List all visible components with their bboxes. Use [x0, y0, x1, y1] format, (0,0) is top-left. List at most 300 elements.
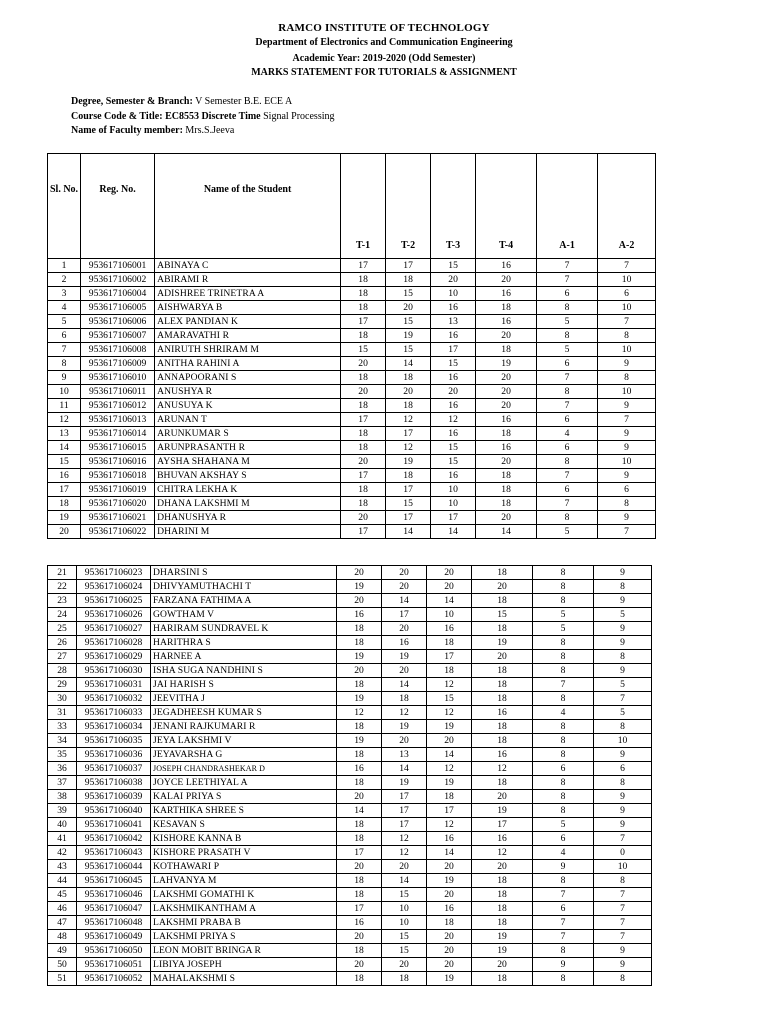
cell-a1: 7: [537, 497, 598, 511]
cell-a1: 8: [537, 301, 598, 315]
cell-sl-no: 48: [48, 930, 77, 944]
cell-student-name: JEYAVARSHA G: [151, 748, 337, 762]
cell-t1: 18: [341, 273, 386, 287]
cell-student-name: KOTHAWARI P: [151, 860, 337, 874]
cell-sl-no: 30: [48, 692, 77, 706]
cell-reg-no: 953617106029: [77, 650, 151, 664]
table-row: [48, 734, 652, 748]
cell-t4: 18: [472, 874, 533, 888]
cell-sl-no: 20: [48, 525, 81, 539]
cell-student-name: GOWTHAM V: [151, 608, 337, 622]
table-row: [48, 385, 656, 399]
table-row: [48, 580, 652, 594]
cell-a2: 8: [598, 371, 656, 385]
cell-t2: 15: [382, 930, 427, 944]
cell-t1: 20: [341, 455, 386, 469]
cell-student-name: AMARAVATHI R: [155, 329, 341, 343]
cell-student-name: AYSHA SHAHANA M: [155, 455, 341, 469]
cell-t4: 20: [472, 790, 533, 804]
cell-student-name: JEEVITHA J: [151, 692, 337, 706]
cell-student-name: KALAI PRIYA S: [151, 790, 337, 804]
cell-t3: 19: [427, 776, 472, 790]
cell-sl-no: 29: [48, 678, 77, 692]
cell-a2: 7: [598, 315, 656, 329]
cell-student-name: LAKSHMI PRIYA S: [151, 930, 337, 944]
cell-t3: 16: [427, 902, 472, 916]
cell-a1: 8: [537, 329, 598, 343]
cell-t2: 18: [386, 371, 431, 385]
cell-t1: 14: [337, 804, 382, 818]
cell-t2: 19: [382, 650, 427, 664]
cell-a2: 0: [594, 846, 652, 860]
cell-reg-no: 953617106001: [81, 259, 155, 273]
cell-t2: 14: [386, 525, 431, 539]
cell-t4: 20: [476, 511, 537, 525]
cell-t4: 20: [472, 650, 533, 664]
table-row: [48, 483, 656, 497]
cell-reg-no: 953617106014: [81, 427, 155, 441]
cell-reg-no: 953617106044: [77, 860, 151, 874]
cell-student-name: LEON MOBIT BRINGA R: [151, 944, 337, 958]
cell-student-name: DHARSINI S: [151, 566, 337, 580]
cell-t4: 19: [476, 357, 537, 371]
cell-t2: 18: [386, 469, 431, 483]
cell-t1: 17: [341, 413, 386, 427]
cell-sl-no: 42: [48, 846, 77, 860]
cell-t4: 18: [472, 776, 533, 790]
cell-t3: 16: [431, 371, 476, 385]
cell-t3: 20: [427, 958, 472, 972]
cell-t1: 20: [337, 790, 382, 804]
cell-t1: 18: [341, 301, 386, 315]
cell-t3: 14: [427, 594, 472, 608]
cell-t3: 20: [427, 860, 472, 874]
cell-reg-no: 953617106035: [77, 734, 151, 748]
cell-sl-no: 21: [48, 566, 77, 580]
cell-t2: 14: [382, 762, 427, 776]
cell-t3: 20: [427, 734, 472, 748]
cell-student-name: ANNAPOORANI S: [155, 371, 341, 385]
cell-reg-no: 953617106027: [77, 622, 151, 636]
cell-a1: 8: [533, 734, 594, 748]
cell-a2: 7: [598, 259, 656, 273]
cell-sl-no: 33: [48, 720, 77, 734]
cell-student-name: LAKSHMI GOMATHI K: [151, 888, 337, 902]
cell-t4: 18: [476, 427, 537, 441]
marks-table-1: [47, 153, 656, 539]
cell-t4: 16: [476, 441, 537, 455]
cell-a2: 7: [594, 930, 652, 944]
cell-reg-no: 953617106048: [77, 916, 151, 930]
table-row: [48, 315, 656, 329]
cell-reg-no: 953617106010: [81, 371, 155, 385]
table-row: [48, 427, 656, 441]
cell-reg-no: 953617106033: [77, 706, 151, 720]
marks-table-2: [47, 565, 652, 986]
cell-t1: 18: [337, 748, 382, 762]
cell-student-name: BHUVAN AKSHAY S: [155, 469, 341, 483]
cell-student-name: HARIRAM SUNDRAVEL K: [151, 622, 337, 636]
cell-t1: 19: [337, 650, 382, 664]
cell-a1: 7: [537, 259, 598, 273]
cell-a2: 6: [594, 762, 652, 776]
cell-sl-no: 12: [48, 413, 81, 427]
cell-reg-no: 953617106031: [77, 678, 151, 692]
cell-a1: 7: [533, 930, 594, 944]
cell-reg-no: 953617106025: [77, 594, 151, 608]
cell-a1: 8: [533, 664, 594, 678]
table-row: [48, 357, 656, 371]
cell-a1: 6: [533, 762, 594, 776]
table-row: [48, 916, 652, 930]
cell-t4: 18: [472, 678, 533, 692]
cell-sl-no: 17: [48, 483, 81, 497]
cell-a1: 7: [537, 371, 598, 385]
cell-t3: 12: [427, 678, 472, 692]
table-row: [48, 273, 656, 287]
cell-sl-no: 36: [48, 762, 77, 776]
cell-a2: 9: [598, 469, 656, 483]
cell-t1: 12: [337, 706, 382, 720]
cell-t4: 18: [476, 497, 537, 511]
cell-sl-no: 22: [48, 580, 77, 594]
cell-t3: 16: [431, 427, 476, 441]
cell-t3: 19: [427, 874, 472, 888]
cell-a2: 7: [594, 692, 652, 706]
cell-a2: 9: [594, 958, 652, 972]
cell-t4: 16: [472, 706, 533, 720]
table-row: [48, 441, 656, 455]
cell-t3: 10: [431, 497, 476, 511]
cell-sl-no: 3: [48, 287, 81, 301]
cell-t3: 12: [427, 706, 472, 720]
cell-a1: 8: [533, 776, 594, 790]
cell-a2: 7: [594, 902, 652, 916]
cell-t1: 18: [337, 818, 382, 832]
cell-t1: 18: [337, 944, 382, 958]
cell-t1: 15: [341, 343, 386, 357]
cell-reg-no: 953617106015: [81, 441, 155, 455]
cell-t1: 18: [341, 483, 386, 497]
cell-reg-no: 953617106051: [77, 958, 151, 972]
cell-student-name: JEGADHEESH KUMAR S: [151, 706, 337, 720]
cell-t1: 20: [337, 594, 382, 608]
cell-t1: 16: [337, 608, 382, 622]
table-row: [48, 944, 652, 958]
table-row: [48, 469, 656, 483]
cell-a2: 9: [598, 399, 656, 413]
cell-a2: 9: [598, 511, 656, 525]
cell-sl-no: 14: [48, 441, 81, 455]
cell-t4: 18: [472, 664, 533, 678]
cell-reg-no: 953617106008: [81, 343, 155, 357]
cell-a1: 8: [533, 566, 594, 580]
cell-student-name: HARITHRA S: [151, 636, 337, 650]
cell-t2: 20: [382, 664, 427, 678]
cell-sl-no: 41: [48, 832, 77, 846]
cell-a2: 8: [594, 776, 652, 790]
cell-t2: 12: [382, 832, 427, 846]
table-row: [48, 958, 652, 972]
cell-a1: 4: [533, 846, 594, 860]
cell-t4: 15: [472, 608, 533, 622]
cell-t3: 16: [431, 399, 476, 413]
cell-t1: 18: [337, 678, 382, 692]
cell-t1: 17: [341, 469, 386, 483]
cell-reg-no: 953617106013: [81, 413, 155, 427]
cell-reg-no: 953617106021: [81, 511, 155, 525]
cell-reg-no: 953617106026: [77, 608, 151, 622]
cell-t3: 18: [427, 790, 472, 804]
cell-t2: 17: [382, 790, 427, 804]
cell-t4: 19: [472, 944, 533, 958]
cell-a2: 8: [594, 972, 652, 986]
cell-sl-no: 23: [48, 594, 77, 608]
cell-student-name: ANITHA RAHINI A: [155, 357, 341, 371]
cell-t1: 18: [337, 622, 382, 636]
cell-reg-no: 953617106038: [77, 776, 151, 790]
cell-a2: 7: [594, 888, 652, 902]
cell-t4: 18: [472, 972, 533, 986]
cell-reg-no: 953617106018: [81, 469, 155, 483]
cell-sl-no: 25: [48, 622, 77, 636]
cell-a1: 7: [533, 916, 594, 930]
cell-t1: 18: [341, 399, 386, 413]
cell-t4: 18: [472, 566, 533, 580]
cell-t4: 20: [476, 455, 537, 469]
degree-value: V Semester B.E. ECE A: [192, 96, 293, 107]
cell-t3: 16: [427, 832, 472, 846]
cell-t2: 17: [386, 427, 431, 441]
cell-reg-no: 953617106019: [81, 483, 155, 497]
cell-t4: 19: [472, 930, 533, 944]
cell-t1: 18: [337, 972, 382, 986]
cell-t4: 20: [476, 329, 537, 343]
table-row: [48, 790, 652, 804]
cell-sl-no: 24: [48, 608, 77, 622]
cell-t4: 20: [476, 385, 537, 399]
cell-student-name: ABIRAMI R: [155, 273, 341, 287]
cell-t4: 16: [476, 315, 537, 329]
cell-reg-no: 953617106002: [81, 273, 155, 287]
col-t1: T-1: [341, 154, 386, 259]
cell-a2: 10: [598, 455, 656, 469]
cell-t1: 20: [337, 664, 382, 678]
cell-a2: 9: [598, 441, 656, 455]
cell-reg-no: 953617106037: [77, 762, 151, 776]
cell-t1: 17: [341, 315, 386, 329]
cell-a2: 9: [594, 804, 652, 818]
cell-a2: 6: [598, 483, 656, 497]
cell-a1: 9: [533, 958, 594, 972]
cell-sl-no: 19: [48, 511, 81, 525]
cell-a1: 6: [537, 413, 598, 427]
cell-t2: 19: [382, 720, 427, 734]
cell-sl-no: 9: [48, 371, 81, 385]
cell-reg-no: 953617106036: [77, 748, 151, 762]
cell-t3: 15: [431, 441, 476, 455]
cell-t2: 17: [382, 818, 427, 832]
cell-student-name: HARNEE A: [151, 650, 337, 664]
cell-t1: 17: [341, 525, 386, 539]
cell-t2: 19: [382, 776, 427, 790]
statement-title: MARKS STATEMENT FOR TUTORIALS & ASSIGNMENT: [251, 67, 517, 78]
cell-sl-no: 49: [48, 944, 77, 958]
cell-t1: 18: [337, 776, 382, 790]
cell-t4: 20: [472, 860, 533, 874]
cell-a1: 6: [533, 832, 594, 846]
cell-t4: 16: [476, 287, 537, 301]
table-row: [48, 930, 652, 944]
cell-sl-no: 5: [48, 315, 81, 329]
col-student-name: Name of the Student: [155, 154, 341, 259]
cell-t3: 16: [431, 329, 476, 343]
table-row: [48, 860, 652, 874]
cell-student-name: ARUNAN T: [155, 413, 341, 427]
cell-t4: 18: [472, 720, 533, 734]
cell-t4: 18: [476, 469, 537, 483]
cell-t2: 14: [382, 874, 427, 888]
cell-reg-no: 953617106012: [81, 399, 155, 413]
cell-a1: 7: [537, 469, 598, 483]
cell-student-name: LIBIYA JOSEPH: [151, 958, 337, 972]
cell-sl-no: 46: [48, 902, 77, 916]
cell-a2: 5: [594, 608, 652, 622]
cell-t4: 12: [472, 846, 533, 860]
table-row: [48, 636, 652, 650]
cell-t3: 15: [427, 692, 472, 706]
table-row: [48, 413, 656, 427]
cell-t3: 14: [427, 846, 472, 860]
cell-t2: 20: [382, 622, 427, 636]
cell-student-name: FARZANA FATHIMA A: [151, 594, 337, 608]
cell-sl-no: 44: [48, 874, 77, 888]
cell-sl-no: 8: [48, 357, 81, 371]
cell-t4: 16: [476, 259, 537, 273]
cell-t1: 20: [337, 566, 382, 580]
table-row: [48, 818, 652, 832]
cell-t1: 20: [337, 860, 382, 874]
cell-t3: 10: [431, 483, 476, 497]
cell-t4: 18: [472, 888, 533, 902]
cell-a1: 8: [533, 874, 594, 888]
cell-t3: 20: [427, 930, 472, 944]
cell-t3: 19: [427, 972, 472, 986]
table-row: [48, 497, 656, 511]
cell-sl-no: 1: [48, 259, 81, 273]
cell-sl-no: 43: [48, 860, 77, 874]
cell-a2: 10: [598, 343, 656, 357]
cell-t2: 15: [386, 343, 431, 357]
cell-a1: 7: [533, 678, 594, 692]
cell-sl-no: 18: [48, 497, 81, 511]
cell-t1: 18: [341, 371, 386, 385]
cell-reg-no: 953617106039: [77, 790, 151, 804]
cell-reg-no: 953617106023: [77, 566, 151, 580]
cell-t4: 20: [476, 399, 537, 413]
cell-student-name: KISHORE PRASATH V: [151, 846, 337, 860]
cell-t1: 18: [337, 888, 382, 902]
cell-reg-no: 953617106024: [77, 580, 151, 594]
cell-a1: 5: [533, 818, 594, 832]
cell-t2: 20: [382, 566, 427, 580]
table-row: [48, 301, 656, 315]
cell-student-name: LAKSHMIKANTHAM A: [151, 902, 337, 916]
department-name: Department of Electronics and Communication Engineering: [255, 37, 513, 48]
cell-a2: 9: [594, 566, 652, 580]
degree-line: [71, 96, 292, 107]
cell-t2: 20: [382, 734, 427, 748]
cell-t4: 20: [476, 371, 537, 385]
table-row: [48, 594, 652, 608]
cell-a1: 9: [533, 860, 594, 874]
cell-a1: 8: [533, 720, 594, 734]
cell-sl-no: 38: [48, 790, 77, 804]
cell-t2: 14: [382, 678, 427, 692]
cell-a2: 9: [598, 427, 656, 441]
cell-t3: 14: [427, 748, 472, 762]
cell-t3: 20: [427, 566, 472, 580]
cell-t2: 19: [386, 455, 431, 469]
cell-t3: 16: [431, 469, 476, 483]
cell-a1: 5: [533, 608, 594, 622]
cell-sl-no: 11: [48, 399, 81, 413]
cell-t1: 18: [337, 720, 382, 734]
table-row: [48, 259, 656, 273]
cell-t4: 16: [472, 748, 533, 762]
cell-student-name: ARUNPRASANTH R: [155, 441, 341, 455]
cell-a2: 8: [594, 580, 652, 594]
cell-sl-no: 40: [48, 818, 77, 832]
cell-a2: 8: [594, 650, 652, 664]
cell-t2: 18: [382, 972, 427, 986]
cell-t2: 12: [382, 846, 427, 860]
cell-t2: 15: [386, 497, 431, 511]
cell-student-name: ANUSUYA K: [155, 399, 341, 413]
cell-a1: 6: [537, 483, 598, 497]
cell-t3: 12: [431, 413, 476, 427]
faculty-value: Mrs.S.Jeeva: [182, 125, 235, 136]
cell-student-name: JAI HARISH S: [151, 678, 337, 692]
cell-sl-no: 37: [48, 776, 77, 790]
col-reg-no: Reg. No.: [81, 154, 155, 259]
cell-t2: 15: [382, 944, 427, 958]
cell-sl-no: 45: [48, 888, 77, 902]
col-t2: T-2: [386, 154, 431, 259]
cell-t2: 15: [386, 287, 431, 301]
cell-t2: 14: [386, 357, 431, 371]
cell-a2: 9: [594, 594, 652, 608]
col-a1: A-1: [537, 154, 598, 259]
cell-sl-no: 50: [48, 958, 77, 972]
cell-t3: 18: [427, 636, 472, 650]
cell-reg-no: 953617106040: [77, 804, 151, 818]
table-row: [48, 804, 652, 818]
cell-a1: 8: [533, 580, 594, 594]
cell-reg-no: 953617106007: [81, 329, 155, 343]
cell-student-name: JOSEPH CHANDRASHEKAR D: [151, 762, 337, 776]
cell-reg-no: 953617106005: [81, 301, 155, 315]
cell-a2: 7: [594, 916, 652, 930]
cell-reg-no: 953617106034: [77, 720, 151, 734]
table-row: [48, 287, 656, 301]
cell-a1: 5: [537, 343, 598, 357]
cell-t2: 12: [386, 413, 431, 427]
cell-t4: 18: [476, 343, 537, 357]
cell-t1: 16: [337, 916, 382, 930]
cell-a2: 9: [594, 944, 652, 958]
cell-t1: 18: [337, 874, 382, 888]
